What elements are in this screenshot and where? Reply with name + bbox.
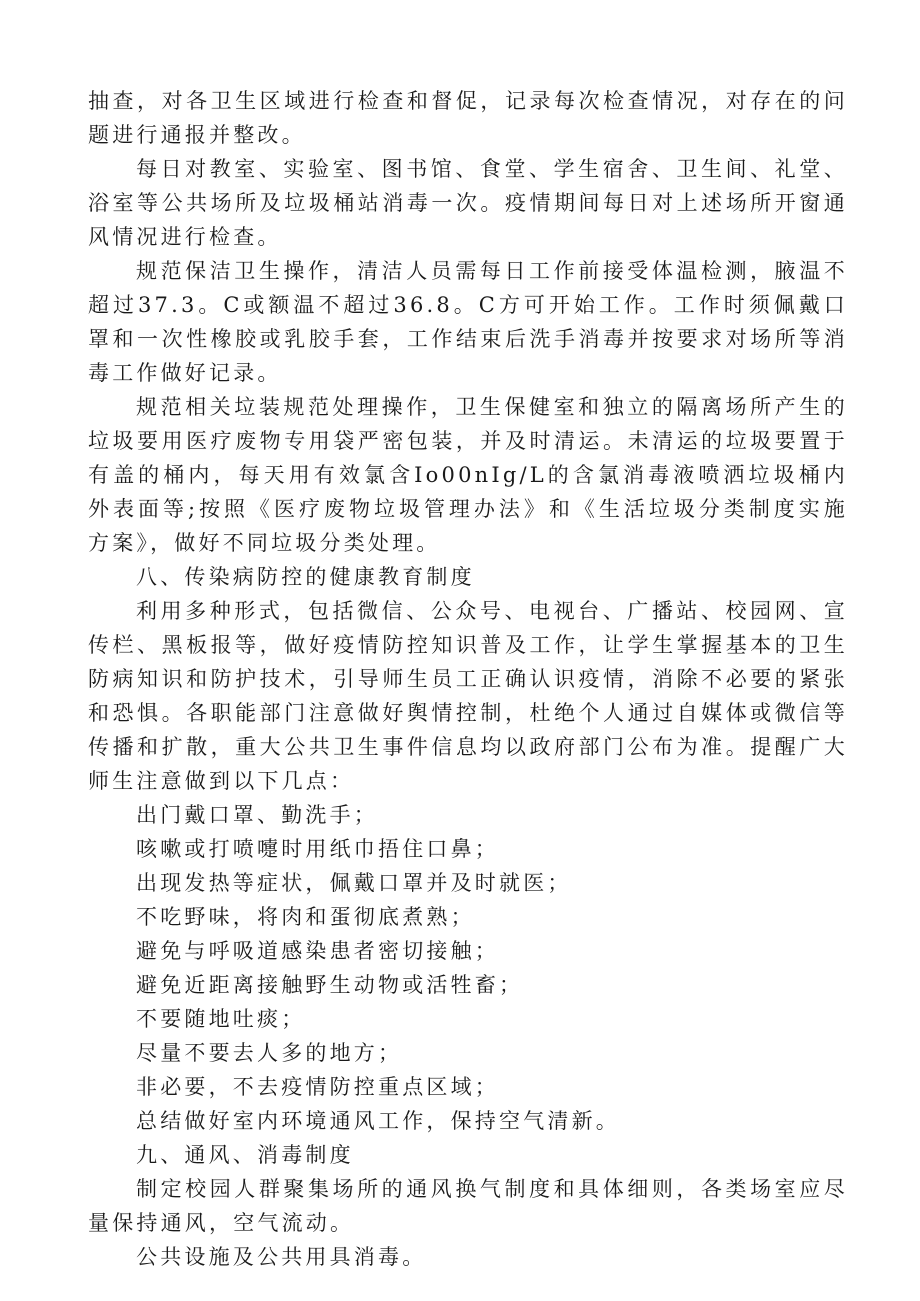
list-item: 出现发热等症状，佩戴口罩并及时就医； bbox=[136, 871, 572, 895]
list-item: 不要随地吐痰； bbox=[136, 1007, 306, 1031]
paragraph-daily-disinfection: 每日对教室、实验室、图书馆、食堂、学生宿舍、卫生间、礼堂、浴室等公共场所及垃圾桶站消毒一次。疫情期间每日对上述场所开窗通风情况进行检查。 bbox=[88, 157, 848, 249]
list-item: 出门戴口罩、勤洗手； bbox=[136, 803, 378, 827]
paragraph-garbage-handling: 规范相关垃装规范处理操作，卫生保健室和独立的隔离场所产生的垃圾要用医疗废物专用袋严密包装，并及时清运。未清运的垃圾要置于有盖的桶内，每天用有效氯含Io00nIg/L的含氯消毒液喷洒垃圾桶内外表面等;按照《医疗废物垃圾管理办法》和《生活垃圾分类制度实施方案》，做好不同垃圾分类处理。 bbox=[88, 395, 848, 555]
list-item: 避免近距离接触野生动物或活牲畜； bbox=[136, 973, 524, 997]
paragraph-inspection: 抽查，对各卫生区域进行检查和督促，记录每次检查情况，对存在的问题进行通报并整改。 bbox=[88, 89, 848, 147]
section-heading-health-education: 八、传染病防控的健康教育制度 bbox=[136, 565, 475, 589]
paragraph-public-facilities: 公共设施及公共用具消毒。 bbox=[136, 1245, 427, 1269]
list-item: 咳嗽或打喷嚏时用纸巾捂住口鼻； bbox=[136, 837, 499, 861]
document-body bbox=[88, 84, 848, 1274]
paragraph-ventilation-rules: 制定校园人群聚集场所的通风换气制度和具体细则，各类场室应尽量保持通风，空气流动。 bbox=[88, 1177, 848, 1235]
list-item: 总结做好室内环境通风工作，保持空气清新。 bbox=[136, 1109, 620, 1133]
list-item: 尽量不要去人多的地方； bbox=[136, 1041, 403, 1065]
paragraph-cleaning-operation: 规范保洁卫生操作，清洁人员需每日工作前接受体温检测，腋温不超过37.3。C或额温不超过36.8。C方可开始工作。工作时须佩戴口罩和一次性橡胶或乳胶手套，工作结束后洗手消毒并按要求对场所等消毒工作做好记录。 bbox=[88, 259, 848, 385]
list-item: 不吃野味，将肉和蛋彻底煮熟； bbox=[136, 905, 475, 929]
section-heading-ventilation: 九、通风、消毒制度 bbox=[136, 1143, 354, 1167]
list-item: 非必要，不去疫情防控重点区域； bbox=[136, 1075, 499, 1099]
paragraph-health-education: 利用多种形式，包括微信、公众号、电视台、广播站、校园网、宣传栏、黑板报等，做好疫情防控知识普及工作，让学生掌握基本的卫生防病知识和防护技术，引导师生员工正确认识疫情，消除不必要的紧张和恐惧。各职能部门注意做好舆情控制，杜绝个人通过自媒体或微信等传播和扩散，重大公共卫生事件信息均以政府部门公布为准。提醒广大师生注意做到以下几点： bbox=[88, 599, 848, 793]
list-item: 避免与呼吸道感染患者密切接触； bbox=[136, 939, 499, 963]
